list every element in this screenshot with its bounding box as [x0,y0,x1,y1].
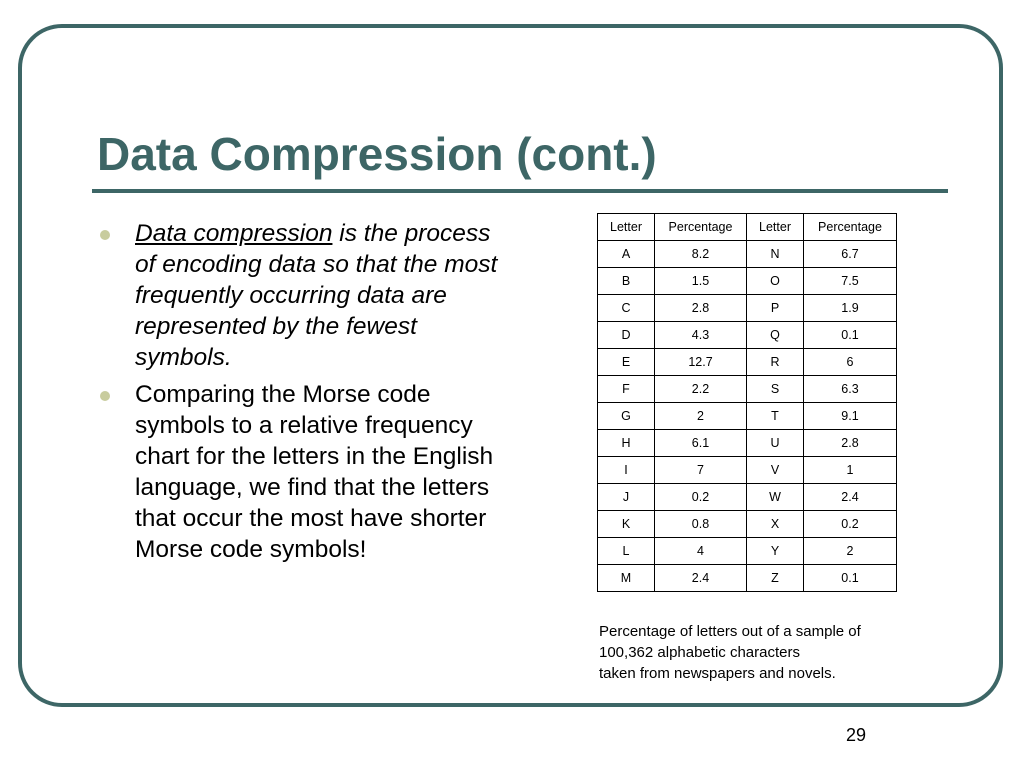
table-cell: 2 [804,538,897,565]
table-cell: 2.4 [804,484,897,511]
bullet-item-definition [100,218,500,373]
bullet-dot-icon [100,230,110,240]
table-cell: 8.2 [655,241,747,268]
table-caption [599,621,919,684]
table-cell: L [598,538,655,565]
table-cell: 1 [804,457,897,484]
table-cell: 6.3 [804,376,897,403]
table-cell: P [747,295,804,322]
table-cell: V [747,457,804,484]
table-cell: 4.3 [655,322,747,349]
table-cell: O [747,268,804,295]
table-row [598,241,897,268]
table-row [598,511,897,538]
table-cell: 2.2 [655,376,747,403]
table-cell: I [598,457,655,484]
table-row [598,403,897,430]
header-percentage: Percentage [804,214,897,241]
table-cell: 12.7 [655,349,747,376]
table-cell: 2 [655,403,747,430]
table-cell: B [598,268,655,295]
table-cell: 1.5 [655,268,747,295]
header-letter: Letter [747,214,804,241]
table-cell: K [598,511,655,538]
table-cell: 0.1 [804,322,897,349]
table-cell: 0.2 [804,511,897,538]
title-divider [92,189,948,193]
table-cell: N [747,241,804,268]
table-cell: 0.8 [655,511,747,538]
table-cell: E [598,349,655,376]
bullet-dot-icon [100,391,110,401]
table-row [598,538,897,565]
table-cell: 6.1 [655,430,747,457]
page-number: 29 [846,725,867,745]
table-cell: D [598,322,655,349]
table-cell: U [747,430,804,457]
table-cell: 0.1 [804,565,897,592]
bullet-item-comparison [100,379,500,565]
definition-text [135,220,497,371]
definition-term: Data compression [135,220,333,247]
table-cell: 7 [655,457,747,484]
table-row [598,430,897,457]
table-cell: 2.4 [655,565,747,592]
table-row [598,376,897,403]
table-cell: Z [747,565,804,592]
caption-line: 100,362 alphabetic characters [599,644,800,661]
table-cell: S [747,376,804,403]
table-cell: 4 [655,538,747,565]
table-cell: Y [747,538,804,565]
table-cell: C [598,295,655,322]
table-cell: 2.8 [655,295,747,322]
letter-frequency-table [597,213,897,592]
table-cell: 1.9 [804,295,897,322]
table-row [598,322,897,349]
header-percentage: Percentage [655,214,747,241]
comparison-text: Comparing the Morse code symbols to a relative frequency chart for the letters in the English language, we find that the letters that occur the most have shorter Morse code symbols! [135,381,494,563]
table-cell: Q [747,322,804,349]
table-cell: W [747,484,804,511]
caption-line: Percentage of letters out of a sample of [599,623,861,640]
table-cell: 2.8 [804,430,897,457]
table-row [598,484,897,511]
header-letter: Letter [598,214,655,241]
table-body [598,241,897,592]
table-header-row [598,214,897,241]
table-cell: X [747,511,804,538]
table-cell: T [747,403,804,430]
table-cell: M [598,565,655,592]
table-cell: 0.2 [655,484,747,511]
table-row [598,457,897,484]
table-row [598,565,897,592]
table-row [598,295,897,322]
table-row [598,268,897,295]
table-cell: J [598,484,655,511]
table-cell: F [598,376,655,403]
table-cell: H [598,430,655,457]
table-cell: 6.7 [804,241,897,268]
definition-body: is the process of encoding data so that the most frequently occurring data are represented by the fewest symbols. [135,220,498,371]
caption-line: taken from newspapers and novels. [599,665,836,682]
slide-title: Data Compression (cont.) [97,128,657,180]
bullet-list [100,218,500,571]
table-cell: G [598,403,655,430]
table-row [598,349,897,376]
table-cell: 6 [804,349,897,376]
table-cell: R [747,349,804,376]
table-cell: A [598,241,655,268]
table-cell: 7.5 [804,268,897,295]
table-cell: 9.1 [804,403,897,430]
